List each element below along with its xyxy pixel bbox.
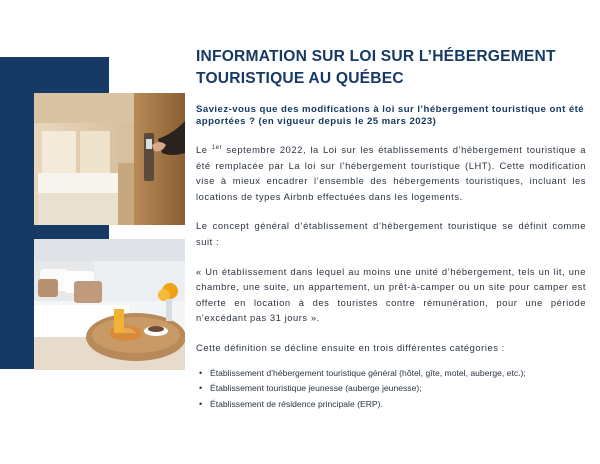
breakfast-tray-photo: [34, 239, 185, 370]
paragraph-concept: Le concept général d’établissement d’hébergement touristique se définit comme suit :: [196, 220, 586, 247]
list-item: • Établissement de résidence principale (ERP).: [210, 397, 586, 413]
page-title: INFORMATION SUR LOI SUR L’HÉBERGEMENT TOURISTIQUE AU QUÉBEC: [196, 48, 556, 87]
ordinal-superscript: 1er: [211, 145, 223, 151]
main-content: [196, 46, 586, 412]
paragraph-definition-quote: « Un établissement dans lequel au moins une unité d’hébergement, tels un lit, une chambre, une suite, un appartement, un prêt-à-camper ou un site pour camper est offerte en location à des touristes contre rémunération, pour une période n’excédant pas 31 jours ».: [196, 265, 586, 324]
hotel-door-photo: [34, 93, 185, 225]
list-item: • Établissement d’hébergement touristique général (hôtel, gîte, motel, auberge, etc.);: [210, 366, 586, 382]
paragraph-lht-replacement: [196, 142, 586, 204]
intro-question: Saviez-vous que des modifications à loi sur l’hébergement touristique ont été apportées ? (en vigueur depuis le 25 mars 2023): [196, 104, 585, 127]
paragraph-prefix: Le: [196, 144, 208, 155]
list-item: • Établissement touristique jeunesse (auberge jeunesse);: [210, 381, 586, 397]
paragraph-text: septembre 2022, la Loi sur les établissements d’hébergement touristique a été remplacée par La loi sur l’hébergement touristique (LHT). Cette modification vise à mieux encadrer l’ensemble des hébergements touristiques, incluant les locations de types Airbnb effectuées dans les logements.: [196, 144, 587, 202]
paragraph-categories-intro: Cette définition se décline ensuite en trois différentes catégories :: [196, 341, 505, 353]
categories-list: [196, 366, 586, 413]
